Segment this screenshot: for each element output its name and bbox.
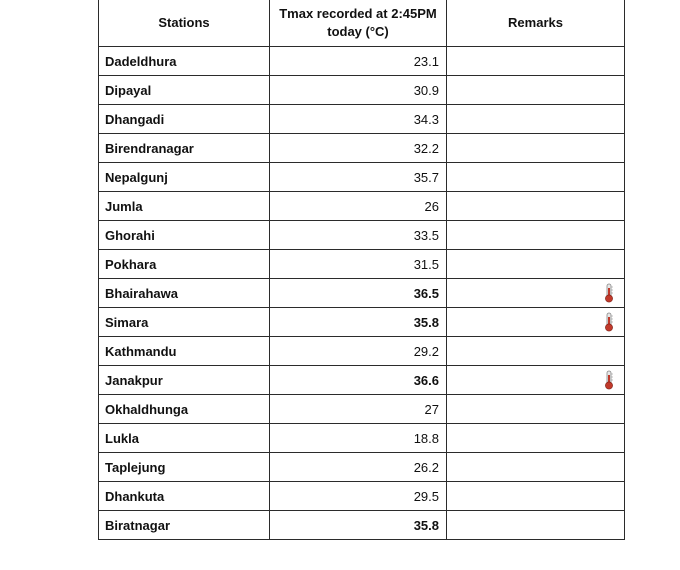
station-name: Dhankuta <box>99 482 270 511</box>
remark-cell <box>447 337 625 366</box>
remark-cell <box>447 482 625 511</box>
table-row <box>99 453 625 482</box>
remark-cell <box>447 250 625 279</box>
header-remarks: Remarks <box>447 0 625 47</box>
tmax-value: 32.2 <box>270 134 447 163</box>
tmax-value: 26 <box>270 192 447 221</box>
table-row <box>99 47 625 76</box>
tmax-value: 26.2 <box>270 453 447 482</box>
tmax-value: 31.5 <box>270 250 447 279</box>
tmax-value: 27 <box>270 395 447 424</box>
station-name: Pokhara <box>99 250 270 279</box>
station-name: Simara <box>99 308 270 337</box>
table-row <box>99 366 625 395</box>
table-row <box>99 163 625 192</box>
remark-cell <box>447 395 625 424</box>
table-row <box>99 250 625 279</box>
station-name: Lukla <box>99 424 270 453</box>
tmax-value: 29.2 <box>270 337 447 366</box>
tmax-value: 35.7 <box>270 163 447 192</box>
tmax-value: 30.9 <box>270 76 447 105</box>
table-row <box>99 76 625 105</box>
table-row <box>99 279 625 308</box>
station-name: Taplejung <box>99 453 270 482</box>
station-name: Nepalgunj <box>99 163 270 192</box>
remark-cell <box>447 134 625 163</box>
station-name: Kathmandu <box>99 337 270 366</box>
thermometer-hot-icon <box>604 312 614 332</box>
station-name: Jumla <box>99 192 270 221</box>
tmax-value: 18.8 <box>270 424 447 453</box>
table-row <box>99 221 625 250</box>
table-row <box>99 395 625 424</box>
table-row <box>99 192 625 221</box>
remark-cell <box>447 192 625 221</box>
thermometer-hot-icon <box>604 283 614 303</box>
table-row <box>99 482 625 511</box>
station-name: Dipayal <box>99 76 270 105</box>
remark-cell <box>447 105 625 134</box>
table-body <box>99 47 625 540</box>
table-row <box>99 105 625 134</box>
table-row <box>99 134 625 163</box>
station-name: Biratnagar <box>99 511 270 540</box>
table-header-row <box>99 0 625 47</box>
tmax-value: 36.5 <box>270 279 447 308</box>
remark-cell <box>447 511 625 540</box>
table-row <box>99 511 625 540</box>
tmax-value: 35.8 <box>270 511 447 540</box>
table-row <box>99 308 625 337</box>
remark-cell <box>447 221 625 250</box>
tmax-value: 33.5 <box>270 221 447 250</box>
table-row <box>99 424 625 453</box>
remark-cell <box>447 453 625 482</box>
station-name: Janakpur <box>99 366 270 395</box>
tmax-value: 35.8 <box>270 308 447 337</box>
station-name: Dhangadi <box>99 105 270 134</box>
temperature-table <box>98 0 625 540</box>
remark-cell <box>447 279 625 308</box>
tmax-value: 36.6 <box>270 366 447 395</box>
remark-cell <box>447 308 625 337</box>
remark-cell <box>447 47 625 76</box>
tmax-value: 23.1 <box>270 47 447 76</box>
station-name: Dadeldhura <box>99 47 270 76</box>
remark-cell <box>447 76 625 105</box>
header-stations: Stations <box>99 0 270 47</box>
table-row <box>99 337 625 366</box>
remark-cell <box>447 163 625 192</box>
station-name: Bhairahawa <box>99 279 270 308</box>
remark-cell <box>447 366 625 395</box>
station-name: Birendranagar <box>99 134 270 163</box>
station-name: Okhaldhunga <box>99 395 270 424</box>
tmax-value: 34.3 <box>270 105 447 134</box>
remark-cell <box>447 424 625 453</box>
station-name: Ghorahi <box>99 221 270 250</box>
thermometer-hot-icon <box>604 370 614 390</box>
header-tmax: Tmax recorded at 2:45PM today (°C) <box>270 0 447 47</box>
tmax-value: 29.5 <box>270 482 447 511</box>
